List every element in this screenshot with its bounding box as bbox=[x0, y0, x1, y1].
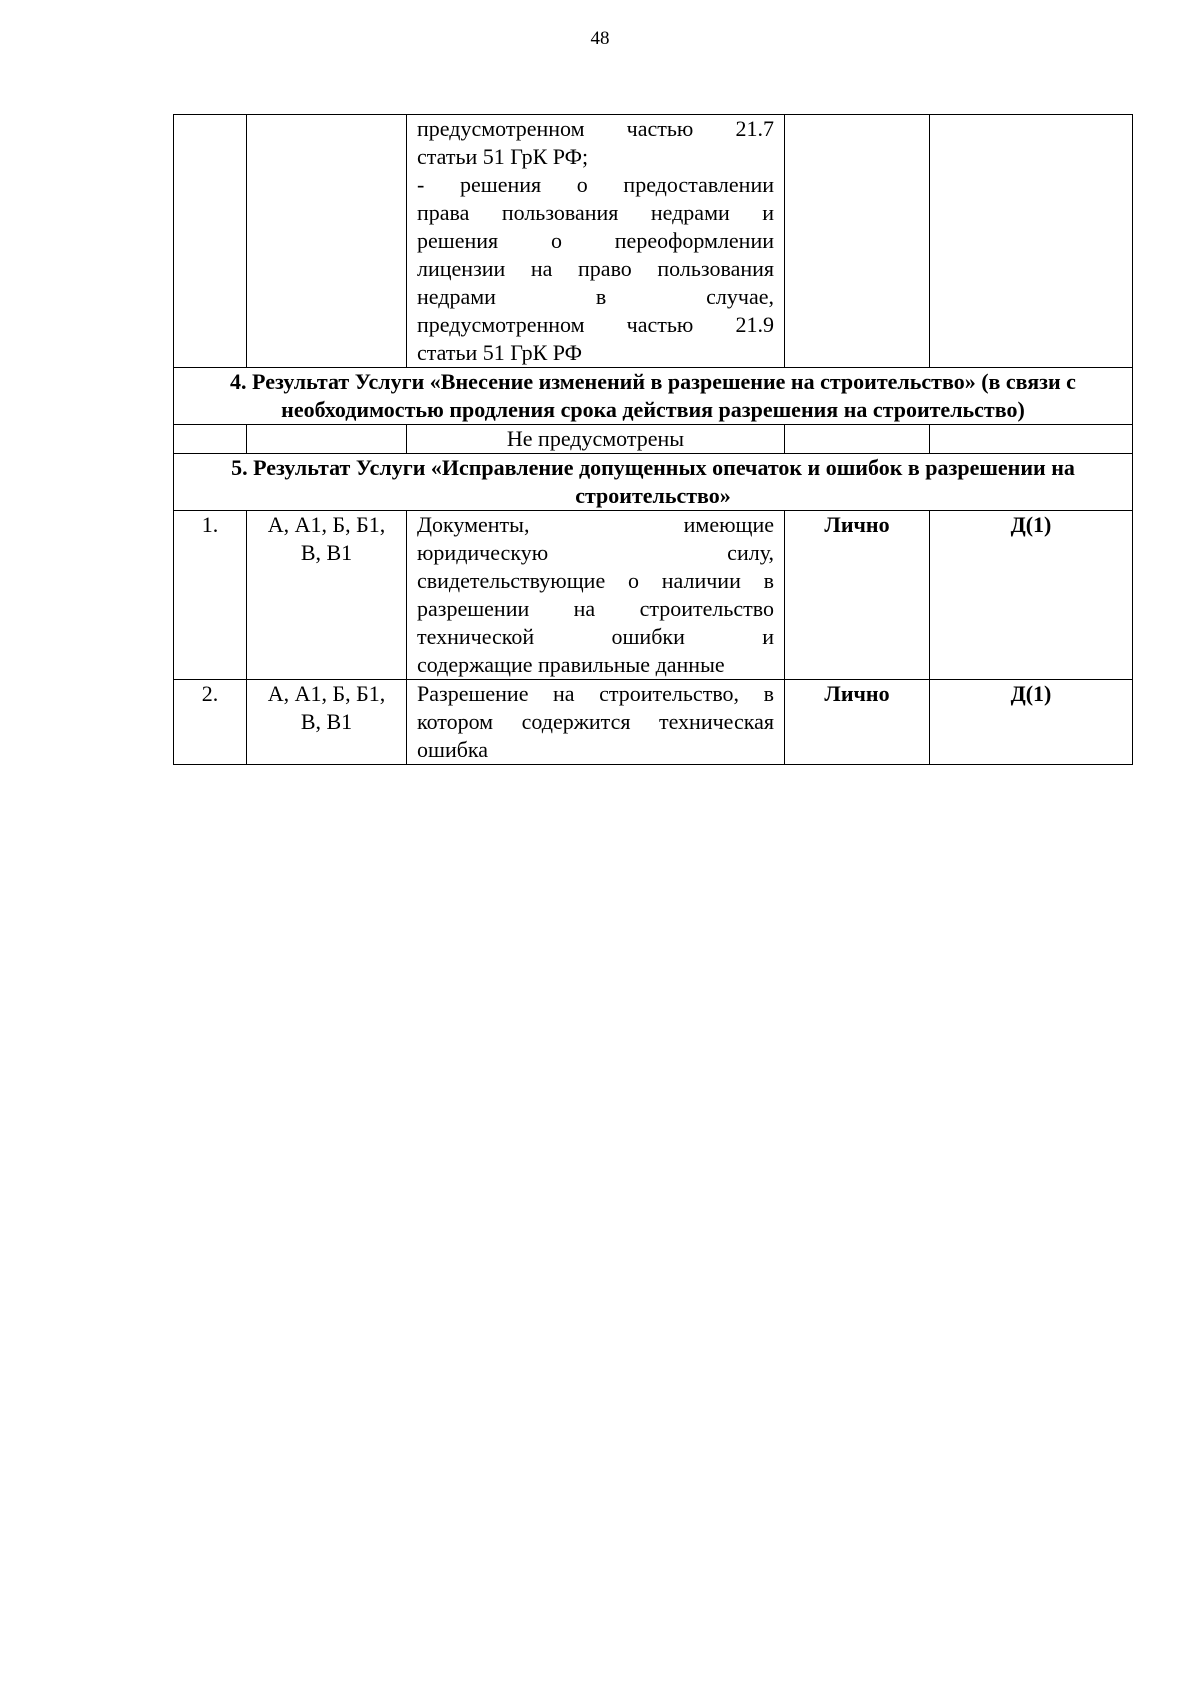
description-line: недрами в случае, bbox=[417, 284, 774, 309]
description-line: решения о переоформлении bbox=[417, 228, 774, 253]
cell-description bbox=[407, 511, 785, 680]
cell-num: 1. bbox=[174, 511, 247, 680]
cell-categories bbox=[247, 115, 407, 368]
description-line: статьи 51 ГрК РФ; bbox=[417, 144, 589, 169]
cell-categories bbox=[247, 425, 407, 454]
cell-code: Д(1) bbox=[930, 511, 1133, 680]
section-5-header bbox=[174, 454, 1133, 511]
cell-categories: А, А1, Б, Б1, В, В1 bbox=[247, 511, 407, 680]
cell-description bbox=[407, 680, 785, 765]
cell-num bbox=[174, 115, 247, 368]
cell-description bbox=[407, 115, 785, 368]
description-line: котором содержится техническая bbox=[417, 709, 774, 734]
section-4-header bbox=[174, 368, 1133, 425]
cell-num: 2. bbox=[174, 680, 247, 765]
cell-code bbox=[930, 115, 1133, 368]
section-4-row bbox=[174, 425, 1133, 454]
description-line: статьи 51 ГрК РФ bbox=[417, 340, 583, 365]
cell-num bbox=[174, 425, 247, 454]
table-row bbox=[174, 680, 1133, 765]
cell-description: Не предусмотрены bbox=[407, 425, 785, 454]
description-line: предусмотренном частью 21.9 bbox=[417, 312, 774, 337]
table-row bbox=[174, 511, 1133, 680]
description-line: предусмотренном частью 21.7 bbox=[417, 116, 774, 141]
description-line: ошибка bbox=[417, 737, 489, 762]
cell-method bbox=[785, 425, 930, 454]
cell-method bbox=[785, 115, 930, 368]
description-line: права пользования недрами и bbox=[417, 200, 774, 225]
cell-method: Лично bbox=[785, 511, 930, 680]
description-line: Документы, имеющие bbox=[417, 512, 774, 537]
documents-table bbox=[173, 114, 1133, 765]
description-line: - решения о предоставлении bbox=[417, 172, 774, 197]
description-line: содержащие правильные данные bbox=[417, 652, 725, 677]
description-line: разрешении на строительство bbox=[417, 596, 774, 621]
description-line: свидетельствующие о наличии в bbox=[417, 568, 774, 593]
cell-code: Д(1) bbox=[930, 680, 1133, 765]
cell-code bbox=[930, 425, 1133, 454]
page-number: 48 bbox=[590, 28, 610, 49]
continuation-row bbox=[174, 115, 1133, 368]
description-line: технической ошибки и bbox=[417, 624, 774, 649]
section-title: 4. Результат Услуги «Внесение изменений в разрешение на строительство» (в связи с необходимостью продления срока действия разрешения на строительство) bbox=[174, 368, 1133, 425]
cell-categories: А, А1, Б, Б1, В, В1 bbox=[247, 680, 407, 765]
cell-method: Лично bbox=[785, 680, 930, 765]
description-line: юридическую силу, bbox=[417, 540, 774, 565]
section-title: 5. Результат Услуги «Исправление допущенных опечаток и ошибок в разрешении на строительство» bbox=[174, 454, 1133, 511]
description-line: Разрешение на строительство, в bbox=[417, 681, 774, 706]
description-line: лицензии на право пользования bbox=[417, 256, 774, 281]
